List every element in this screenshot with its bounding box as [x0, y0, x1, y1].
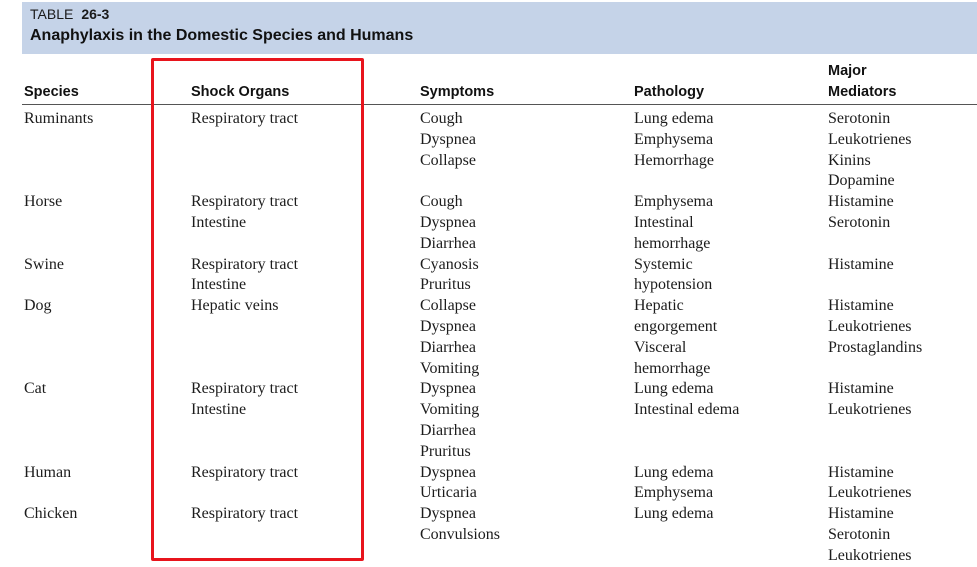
header-mediators-line1: Major	[828, 63, 867, 79]
cell-line: Dog	[24, 297, 52, 315]
table-cell	[634, 463, 714, 505]
cell-line: Histamine	[828, 297, 894, 315]
cell-line: Dyspnea	[420, 505, 476, 523]
cell-line: Intestine	[191, 401, 247, 419]
cell-line: Diarrhea	[420, 234, 476, 252]
cell-line: Convulsions	[420, 525, 501, 543]
table-number-line	[30, 6, 109, 22]
shock-organs-highlight-box	[151, 58, 364, 561]
table-number: 26-3	[81, 6, 110, 22]
cell-line: Dopamine	[828, 172, 895, 190]
cell-line: Histamine	[828, 193, 894, 211]
cell-line: Leukotrienes	[828, 484, 912, 502]
cell-line: Leukotrienes	[828, 130, 912, 148]
header-mediators-line2: Mediators	[828, 84, 897, 100]
cell-line: Cyanosis	[420, 255, 479, 273]
table-cell	[420, 109, 476, 171]
cell-line: Cat	[24, 380, 47, 398]
cell-line: Leukotrienes	[828, 546, 912, 564]
cell-line: Lung edema	[634, 505, 714, 523]
cell-line: Systemic	[634, 255, 693, 273]
cell-line: engorgement	[634, 317, 718, 335]
table-cell	[828, 109, 912, 192]
cell-line: Swine	[24, 255, 64, 273]
table-cell	[24, 192, 62, 213]
table-cell	[420, 504, 500, 546]
cell-line: Lung edema	[634, 110, 714, 127]
table-caption-banner	[22, 2, 977, 54]
table-cell	[828, 296, 922, 358]
table-cell	[828, 463, 912, 505]
cell-line: Emphysema	[634, 484, 714, 502]
cell-line: Respiratory tract	[191, 380, 299, 398]
table-label: TABLE	[30, 6, 74, 22]
cell-line: Human	[24, 463, 72, 481]
cell-line: hypotension	[634, 276, 713, 294]
cell-line: Pruritus	[420, 442, 471, 460]
cell-line: Leukotrienes	[828, 401, 912, 419]
cell-line: Hepatic veins	[191, 297, 279, 315]
cell-line: Cough	[420, 110, 463, 127]
table-cell	[828, 504, 912, 566]
header-species: Species	[24, 84, 79, 100]
table-cell	[24, 109, 93, 130]
cell-line: Histamine	[828, 255, 894, 273]
cell-line: Horse	[24, 193, 63, 211]
table-cell	[828, 379, 912, 421]
table-cell	[420, 379, 479, 462]
cell-line: Histamine	[828, 505, 894, 523]
table-cell	[634, 192, 713, 254]
cell-line: Leukotrienes	[828, 317, 912, 335]
table-cell	[420, 192, 476, 254]
cell-line: Intestine	[191, 213, 247, 231]
cell-line: Ruminants	[24, 110, 94, 127]
cell-line: Intestinal edema	[634, 401, 740, 419]
cell-line: Urticaria	[420, 484, 477, 502]
cell-line: Collapse	[420, 297, 476, 315]
cell-line: Visceral	[634, 338, 687, 356]
cell-line: Kinins	[828, 151, 871, 169]
table-cell	[24, 296, 52, 317]
cell-line: Serotonin	[828, 213, 891, 231]
table-cell	[634, 296, 717, 379]
cell-line: Diarrhea	[420, 421, 476, 439]
table-cell	[420, 296, 479, 379]
cell-line: hemorrhage	[634, 359, 711, 377]
table-title: Anaphylaxis in the Domestic Species and Humans	[30, 27, 414, 44]
cell-line: Cough	[420, 193, 463, 211]
table-cell	[420, 255, 479, 297]
cell-line: Dyspnea	[420, 213, 476, 231]
cell-line: Emphysema	[634, 130, 714, 148]
cell-line: Emphysema	[634, 193, 714, 211]
cell-line: Intestine	[191, 276, 247, 294]
cell-line: Respiratory tract	[191, 255, 299, 273]
cell-line: Histamine	[828, 380, 894, 398]
table-cell	[828, 255, 894, 276]
header-shock-organs: Shock Organs	[191, 84, 290, 100]
cell-line: Lung edema	[634, 463, 714, 481]
header-symptoms: Symptoms	[420, 84, 495, 100]
cell-line: Collapse	[420, 151, 476, 169]
cell-line: Serotonin	[828, 110, 891, 127]
cell-line: Dyspnea	[420, 463, 476, 481]
table-cell	[24, 379, 46, 400]
cell-line: Dyspnea	[420, 380, 476, 398]
table-cell	[24, 504, 77, 525]
cell-line: Prostaglandins	[828, 338, 923, 356]
cell-line: Dyspnea	[420, 130, 476, 148]
table-cell	[24, 255, 64, 276]
table-cell	[634, 255, 712, 297]
table-cell	[24, 463, 71, 484]
table-cell	[634, 504, 714, 525]
cell-line: Respiratory tract	[191, 463, 299, 481]
cell-line: Vomiting	[420, 359, 480, 377]
cell-line: hemorrhage	[634, 234, 711, 252]
cell-line: Chicken	[24, 505, 78, 523]
cell-line: Hepatic	[634, 297, 684, 315]
table-cell	[828, 192, 894, 234]
cell-line: Dyspnea	[420, 317, 476, 335]
cell-line: Lung edema	[634, 380, 714, 398]
header-pathology: Pathology	[634, 84, 705, 100]
cell-line: Hemorrhage	[634, 151, 714, 169]
table-cell	[420, 463, 477, 505]
cell-line: Pruritus	[420, 276, 471, 294]
cell-line: Serotonin	[828, 525, 891, 543]
cell-line: Intestinal	[634, 213, 694, 231]
cell-line: Vomiting	[420, 401, 480, 419]
cell-line: Respiratory tract	[191, 193, 299, 211]
table-cell	[634, 109, 714, 171]
cell-line: Diarrhea	[420, 338, 476, 356]
cell-line: Respiratory tract	[191, 110, 299, 127]
cell-line: Respiratory tract	[191, 505, 299, 523]
table-cell	[634, 379, 739, 421]
cell-line: Histamine	[828, 463, 894, 481]
